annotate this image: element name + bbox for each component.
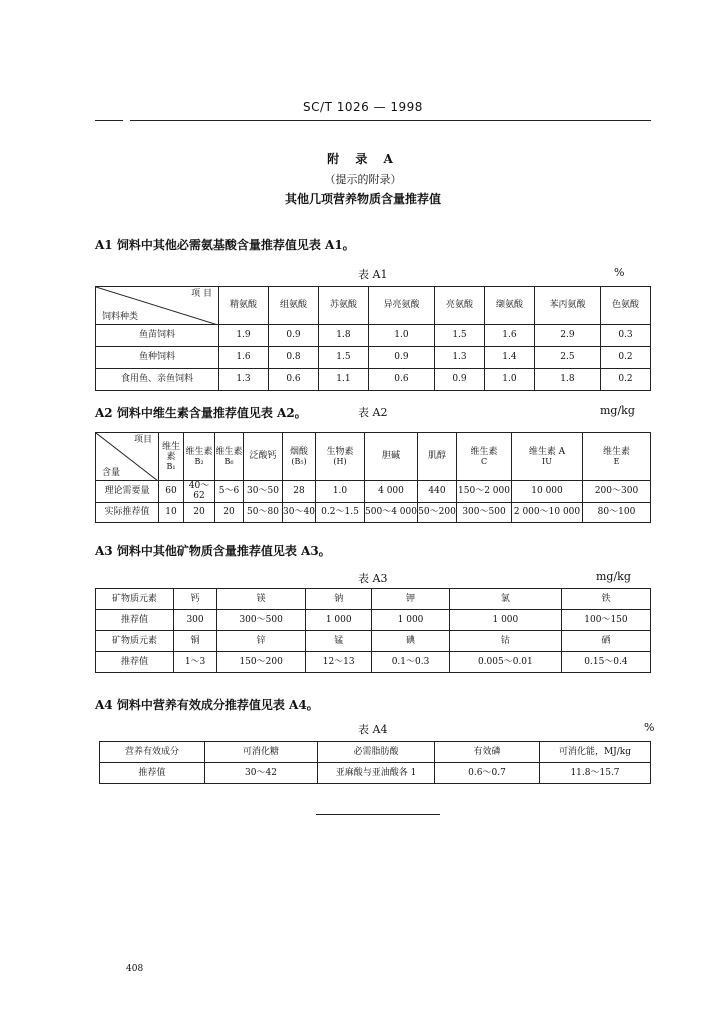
- column-sub: E: [613, 457, 620, 467]
- table-cell: 20: [215, 502, 244, 522]
- element-cell: 锰: [306, 631, 372, 652]
- section-a3: A3 饲料中其他矿物质含量推荐值见表 A3。: [95, 544, 331, 558]
- element-cell: 铁: [561, 589, 650, 610]
- table-cell: 1.5: [434, 325, 484, 347]
- column-sub: (B₅): [291, 457, 307, 467]
- element-cell: 钾: [372, 589, 450, 610]
- table-row: [96, 347, 651, 369]
- column-header: 苯丙氨酸: [534, 287, 600, 325]
- section-a2: A2 饲料中维生素含量推荐值见表 A2。: [95, 406, 307, 420]
- table-cell: 1.8: [534, 369, 600, 391]
- table-cell: 30～42: [205, 763, 318, 784]
- column-name: 泛酸钙: [249, 451, 277, 462]
- column-header: 亮氨酸: [434, 287, 484, 325]
- standard-code-header: SC/T 1026 — 1998: [303, 100, 423, 114]
- table-a4-caption: 表 A4: [358, 723, 388, 736]
- column-name: 维生素: [161, 441, 180, 462]
- column-header: [283, 433, 316, 481]
- page-number: 408: [126, 964, 144, 974]
- table-cell: 0.2: [600, 347, 650, 369]
- column-header: [457, 433, 512, 481]
- corner-bottom-label: 饲料种类: [102, 311, 139, 322]
- row-label: 推荐值: [100, 763, 205, 784]
- column-sub: (H): [333, 457, 347, 467]
- row-label: 食用鱼、亲鱼饲料: [96, 369, 219, 391]
- table-cell: 30～40: [283, 502, 316, 522]
- column-header: [244, 433, 283, 481]
- column-header: 缬氨酸: [484, 287, 534, 325]
- column-header: [316, 433, 365, 481]
- column-header: [215, 433, 244, 481]
- table-a1-corner: [96, 287, 219, 325]
- table-a2-corner: [96, 433, 159, 481]
- element-cell: 镁: [217, 589, 306, 610]
- table-cell: 1.6: [219, 347, 269, 369]
- table-row: [96, 589, 651, 610]
- table-cell: 2.5: [534, 347, 600, 369]
- column-header: 精氨酸: [219, 287, 269, 325]
- table-cell: 1 000: [449, 610, 561, 631]
- table-a1: [95, 286, 651, 391]
- column-sub: IU: [542, 457, 552, 467]
- section-a4: A4 饲料中营养有效成分推荐值见表 A4。: [95, 698, 319, 712]
- table-cell: 1～3: [174, 652, 217, 673]
- table-a3-unit: mg/kg: [596, 570, 631, 583]
- table-cell: 0.9: [434, 369, 484, 391]
- table-a1-unit: %: [614, 266, 625, 279]
- table-row: [96, 369, 651, 391]
- table-cell: 300～500: [217, 610, 306, 631]
- row-label: 推荐值: [96, 610, 174, 631]
- element-cell: 钴: [449, 631, 561, 652]
- column-name: 胆碱: [381, 451, 400, 462]
- column-header: [184, 433, 215, 481]
- table-cell: 1.5: [318, 347, 368, 369]
- table-cell: 1.0: [368, 325, 434, 347]
- table-cell: 300～500: [457, 502, 512, 522]
- table-cell: 1.4: [484, 347, 534, 369]
- column-header: 可消化能，MJ/kg: [540, 742, 651, 763]
- table-a2: [95, 432, 651, 523]
- table-cell: 0.005～0.01: [449, 652, 561, 673]
- table-cell: 20: [184, 502, 215, 522]
- table-cell: 1.0: [484, 369, 534, 391]
- table-cell: 10: [159, 502, 184, 522]
- table-cell: 亚麻酸与亚油酸各 1: [318, 763, 435, 784]
- column-header: 可消化糖: [205, 742, 318, 763]
- table-cell: 12～13: [306, 652, 372, 673]
- table-cell: 50～200: [418, 502, 457, 522]
- appendix-subtitle: （提示的附录）: [324, 173, 402, 186]
- table-cell: 28: [283, 481, 316, 503]
- column-sub: B₆: [224, 457, 234, 467]
- element-cell: 铜: [174, 631, 217, 652]
- table-cell: 0.2～1.5: [316, 502, 365, 522]
- appendix-title: 附 录 A: [327, 152, 399, 166]
- table-cell: 200～300: [583, 481, 651, 503]
- column-name: 维生素 A: [528, 446, 566, 457]
- table-cell: 60: [159, 481, 184, 503]
- column-name: 生物素: [326, 446, 354, 457]
- corner-top-label: 项 目: [191, 289, 212, 299]
- table-a3: [95, 588, 651, 673]
- table-a3-caption: 表 A3: [358, 572, 388, 585]
- table-cell: 1.1: [318, 369, 368, 391]
- table-cell: 0.15～0.4: [561, 652, 650, 673]
- table-a1-caption: 表 A1: [358, 268, 388, 281]
- table-cell: 1.6: [484, 325, 534, 347]
- table-cell: 30～50: [244, 481, 283, 503]
- table-a2-caption: 表 A2: [358, 406, 388, 419]
- table-cell: 0.6: [268, 369, 318, 391]
- table-cell: 150～2 000: [457, 481, 512, 503]
- table-cell: 0.9: [268, 325, 318, 347]
- column-header: 苏氨酸: [318, 287, 368, 325]
- row-label: 鱼苗饲料: [96, 325, 219, 347]
- element-cell: 硒: [561, 631, 650, 652]
- table-cell: 4 000: [365, 481, 418, 503]
- table-a4-unit: %: [644, 721, 655, 734]
- appendix-heading: 其他几项营养物质含量推荐值: [284, 192, 441, 206]
- table-cell: 100～150: [561, 610, 650, 631]
- table-cell: 10 000: [512, 481, 583, 503]
- table-cell: 1.3: [434, 347, 484, 369]
- table-cell: 0.3: [600, 325, 650, 347]
- table-a4: [99, 741, 651, 784]
- element-cell: 碘: [372, 631, 450, 652]
- column-name: 维生素: [470, 446, 498, 457]
- row-label: 矿物质元素: [96, 589, 174, 610]
- column-header: [365, 433, 418, 481]
- header-rule: [130, 120, 651, 121]
- table-cell: 0.8: [268, 347, 318, 369]
- column-header: [159, 433, 184, 481]
- table-row: [96, 325, 651, 347]
- table-cell: 40～62: [184, 481, 215, 503]
- column-sub: C: [480, 457, 488, 467]
- table-cell: 0.1～0.3: [372, 652, 450, 673]
- table-cell: 1 000: [306, 610, 372, 631]
- column-name: 维生素: [185, 446, 213, 457]
- table-cell: 0.6: [368, 369, 434, 391]
- table-cell: 150～200: [217, 652, 306, 673]
- row-label: 矿物质元素: [96, 631, 174, 652]
- table-cell: 11.8～15.7: [540, 763, 651, 784]
- section-a1: A1 饲料中其他必需氨基酸含量推荐值见表 A1。: [95, 238, 355, 252]
- end-rule: [316, 814, 440, 815]
- table-cell: 80～100: [583, 502, 651, 522]
- table-cell: 1.8: [318, 325, 368, 347]
- header-rule-left: [95, 120, 123, 121]
- row-label: 实际推荐值: [96, 502, 159, 522]
- column-header: 必需脂肪酸: [318, 742, 435, 763]
- element-cell: 氯: [449, 589, 561, 610]
- column-header: 组氨酸: [268, 287, 318, 325]
- element-cell: 钠: [306, 589, 372, 610]
- table-cell: 440: [418, 481, 457, 503]
- row-label: 营养有效成分: [100, 742, 205, 763]
- table-cell: 1.3: [219, 369, 269, 391]
- row-label: 鱼种饲料: [96, 347, 219, 369]
- column-sub: B₂: [194, 457, 204, 467]
- table-row: [96, 502, 651, 522]
- table-cell: 2.9: [534, 325, 600, 347]
- column-name: 肌醇: [427, 451, 446, 462]
- column-header: 色氨酸: [600, 287, 650, 325]
- table-row: [96, 481, 651, 503]
- column-name: 维生素: [602, 446, 630, 457]
- row-label: 推荐值: [96, 652, 174, 673]
- table-row: [100, 742, 651, 763]
- table-cell: 1.0: [316, 481, 365, 503]
- column-name: 维生素: [215, 446, 243, 457]
- column-header: [583, 433, 651, 481]
- table-cell: 0.2: [600, 369, 650, 391]
- element-cell: 锌: [217, 631, 306, 652]
- table-cell: 2 000～10 000: [512, 502, 583, 522]
- table-cell: 1.9: [219, 325, 269, 347]
- table-row: [96, 652, 651, 673]
- table-cell: 300: [174, 610, 217, 631]
- column-header: [512, 433, 583, 481]
- column-name: 烟酸: [289, 446, 308, 457]
- column-header: 有效磷: [435, 742, 540, 763]
- table-row: [100, 763, 651, 784]
- element-cell: 钙: [174, 589, 217, 610]
- table-cell: 500～4 000: [365, 502, 418, 522]
- table-cell: 5～6: [215, 481, 244, 503]
- corner-top-label: 项目: [133, 435, 152, 445]
- corner-bottom-label: 含量: [102, 467, 121, 478]
- column-header: [418, 433, 457, 481]
- table-cell: 0.9: [368, 347, 434, 369]
- table-cell: 1 000: [372, 610, 450, 631]
- column-header: 异亮氨酸: [368, 287, 434, 325]
- row-label: 理论需要量: [96, 481, 159, 503]
- table-row: [96, 631, 651, 652]
- table-a2-unit: mg/kg: [600, 404, 635, 417]
- table-cell: 50～80: [244, 502, 283, 522]
- table-row: [96, 610, 651, 631]
- table-cell: 0.6～0.7: [435, 763, 540, 784]
- column-sub: B₁: [166, 462, 176, 472]
